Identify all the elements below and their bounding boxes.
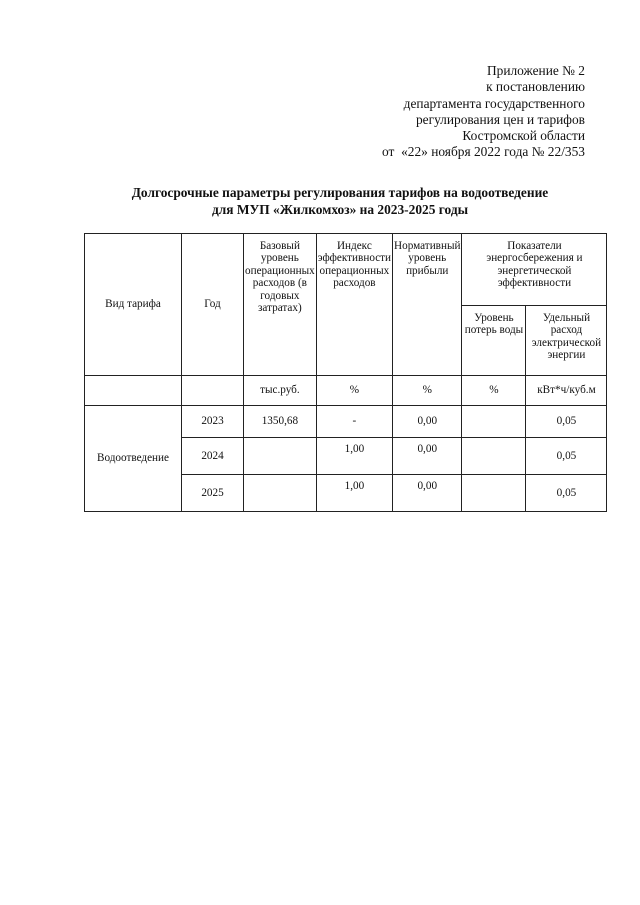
header-electricity-rate: Удельный расход электрической энергии (526, 306, 607, 376)
header-year: Год (182, 234, 244, 376)
title-line-1: Долгосрочные параметры регулирования тарифов на водоотведение (131, 185, 549, 200)
header-base-level: Базовый уровень операционных расходов (в годовых затратах) (244, 234, 317, 376)
electricity-rate-cell: 0,05 (526, 438, 607, 475)
table-row (85, 406, 607, 438)
efficiency-index-cell: 1,00 (316, 438, 392, 475)
electricity-rate-cell: 0,05 (526, 406, 607, 438)
unit-water-loss: % (462, 376, 526, 406)
title-line-2: для МУП «Жилкомхоз» на 2023-2025 годы (211, 201, 469, 217)
header-energy-group: Показатели энергосбережения и энергетической эффективности (462, 234, 607, 306)
units-empty-cell (182, 376, 244, 406)
header-water-loss: Уровень потерь воды (462, 306, 526, 376)
water-loss-cell (462, 438, 526, 475)
year-cell: 2025 (182, 475, 244, 512)
annex-line: от «22» ноября 2022 года № 22/353 (382, 144, 585, 160)
annex-line: регулирования цен и тарифов (415, 111, 585, 127)
header-efficiency-index: Индекс эффективности операционных расходов (316, 234, 392, 376)
units-empty-cell (85, 376, 182, 406)
annex-block (285, 63, 585, 161)
unit-electricity-rate: кВт*ч/куб.м (526, 376, 607, 406)
annex-line: департамента государственного (403, 95, 585, 111)
tariff-name-cell: Водоотведение (85, 406, 182, 512)
base-level-cell: 1350,68 (244, 406, 317, 438)
header-profit-norm: Нормативный уровень прибыли (393, 234, 462, 376)
header-tariff-type: Вид тарифа (85, 234, 182, 376)
unit-efficiency-index: % (316, 376, 392, 406)
efficiency-index-cell: - (316, 406, 392, 438)
annex-line: к постановлению (486, 79, 585, 95)
base-level-cell (244, 475, 317, 512)
profit-norm-cell: 0,00 (393, 438, 462, 475)
annex-line: Приложение № 2 (486, 63, 585, 78)
water-loss-cell (462, 406, 526, 438)
unit-base-level: тыс.руб. (244, 376, 317, 406)
profit-norm-cell: 0,00 (393, 406, 462, 438)
efficiency-index-cell: 1,00 (316, 475, 392, 512)
water-loss-cell (462, 475, 526, 512)
base-level-cell (244, 438, 317, 475)
annex-line: Костромской области (462, 128, 585, 144)
year-cell: 2024 (182, 438, 244, 475)
document-title (60, 185, 620, 218)
profit-norm-cell: 0,00 (393, 475, 462, 512)
year-cell: 2023 (182, 406, 244, 438)
unit-profit-norm: % (393, 376, 462, 406)
electricity-rate-cell: 0,05 (526, 475, 607, 512)
tariff-parameters-table (84, 233, 607, 512)
